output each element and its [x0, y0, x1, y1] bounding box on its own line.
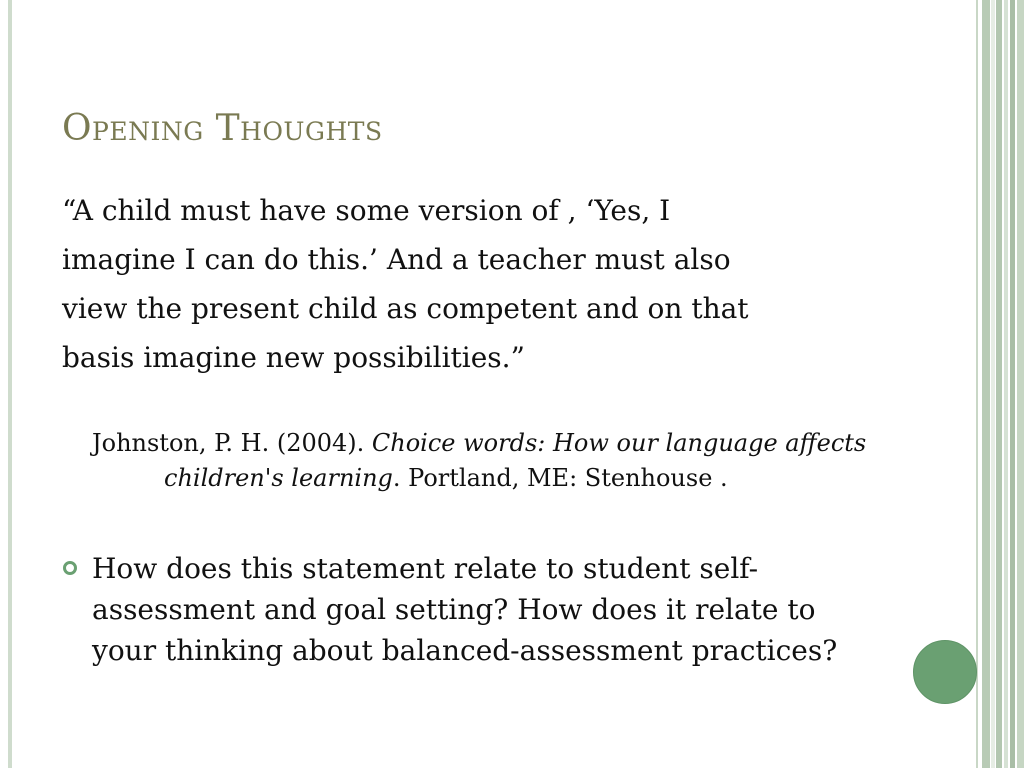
right-stripe: [996, 0, 1002, 768]
citation-publisher: . Portland, ME: Stenhouse .: [392, 464, 728, 492]
right-stripe: [1017, 0, 1024, 768]
citation: [92, 426, 952, 496]
quote-line: basis imagine new possibilities.”: [62, 341, 525, 374]
left-border-line: [8, 0, 12, 768]
citation-line: [92, 461, 952, 496]
bullet-text: [92, 548, 932, 671]
right-stripe: [1010, 0, 1015, 768]
right-stripe: [982, 0, 990, 768]
citation-author: Johnston, P. H. (2004).: [92, 429, 372, 457]
slide-title: Opening Thoughts: [62, 108, 383, 149]
right-stripe: [976, 0, 978, 768]
citation-title: children's learning: [164, 464, 393, 492]
ring-bullet-icon: [62, 560, 78, 576]
citation-title: Choice words: How our language affects: [371, 429, 867, 457]
bullet-line: your thinking about balanced-assessment practices?: [92, 634, 838, 667]
bullet-line: How does this statement relate to student self-: [92, 552, 759, 585]
quote-block: [62, 186, 852, 382]
right-stripe: [1004, 0, 1008, 768]
bullet-line: assessment and goal setting? How does it relate to: [92, 593, 816, 626]
quote-line: view the present child as competent and on that: [62, 292, 749, 325]
quote-line: “A child must have some version of , ‘Yes, I: [62, 194, 671, 227]
right-stripe: [991, 0, 995, 768]
quote-line: imagine I can do this.’ And a teacher must also: [62, 243, 731, 276]
citation-line: [92, 426, 952, 461]
